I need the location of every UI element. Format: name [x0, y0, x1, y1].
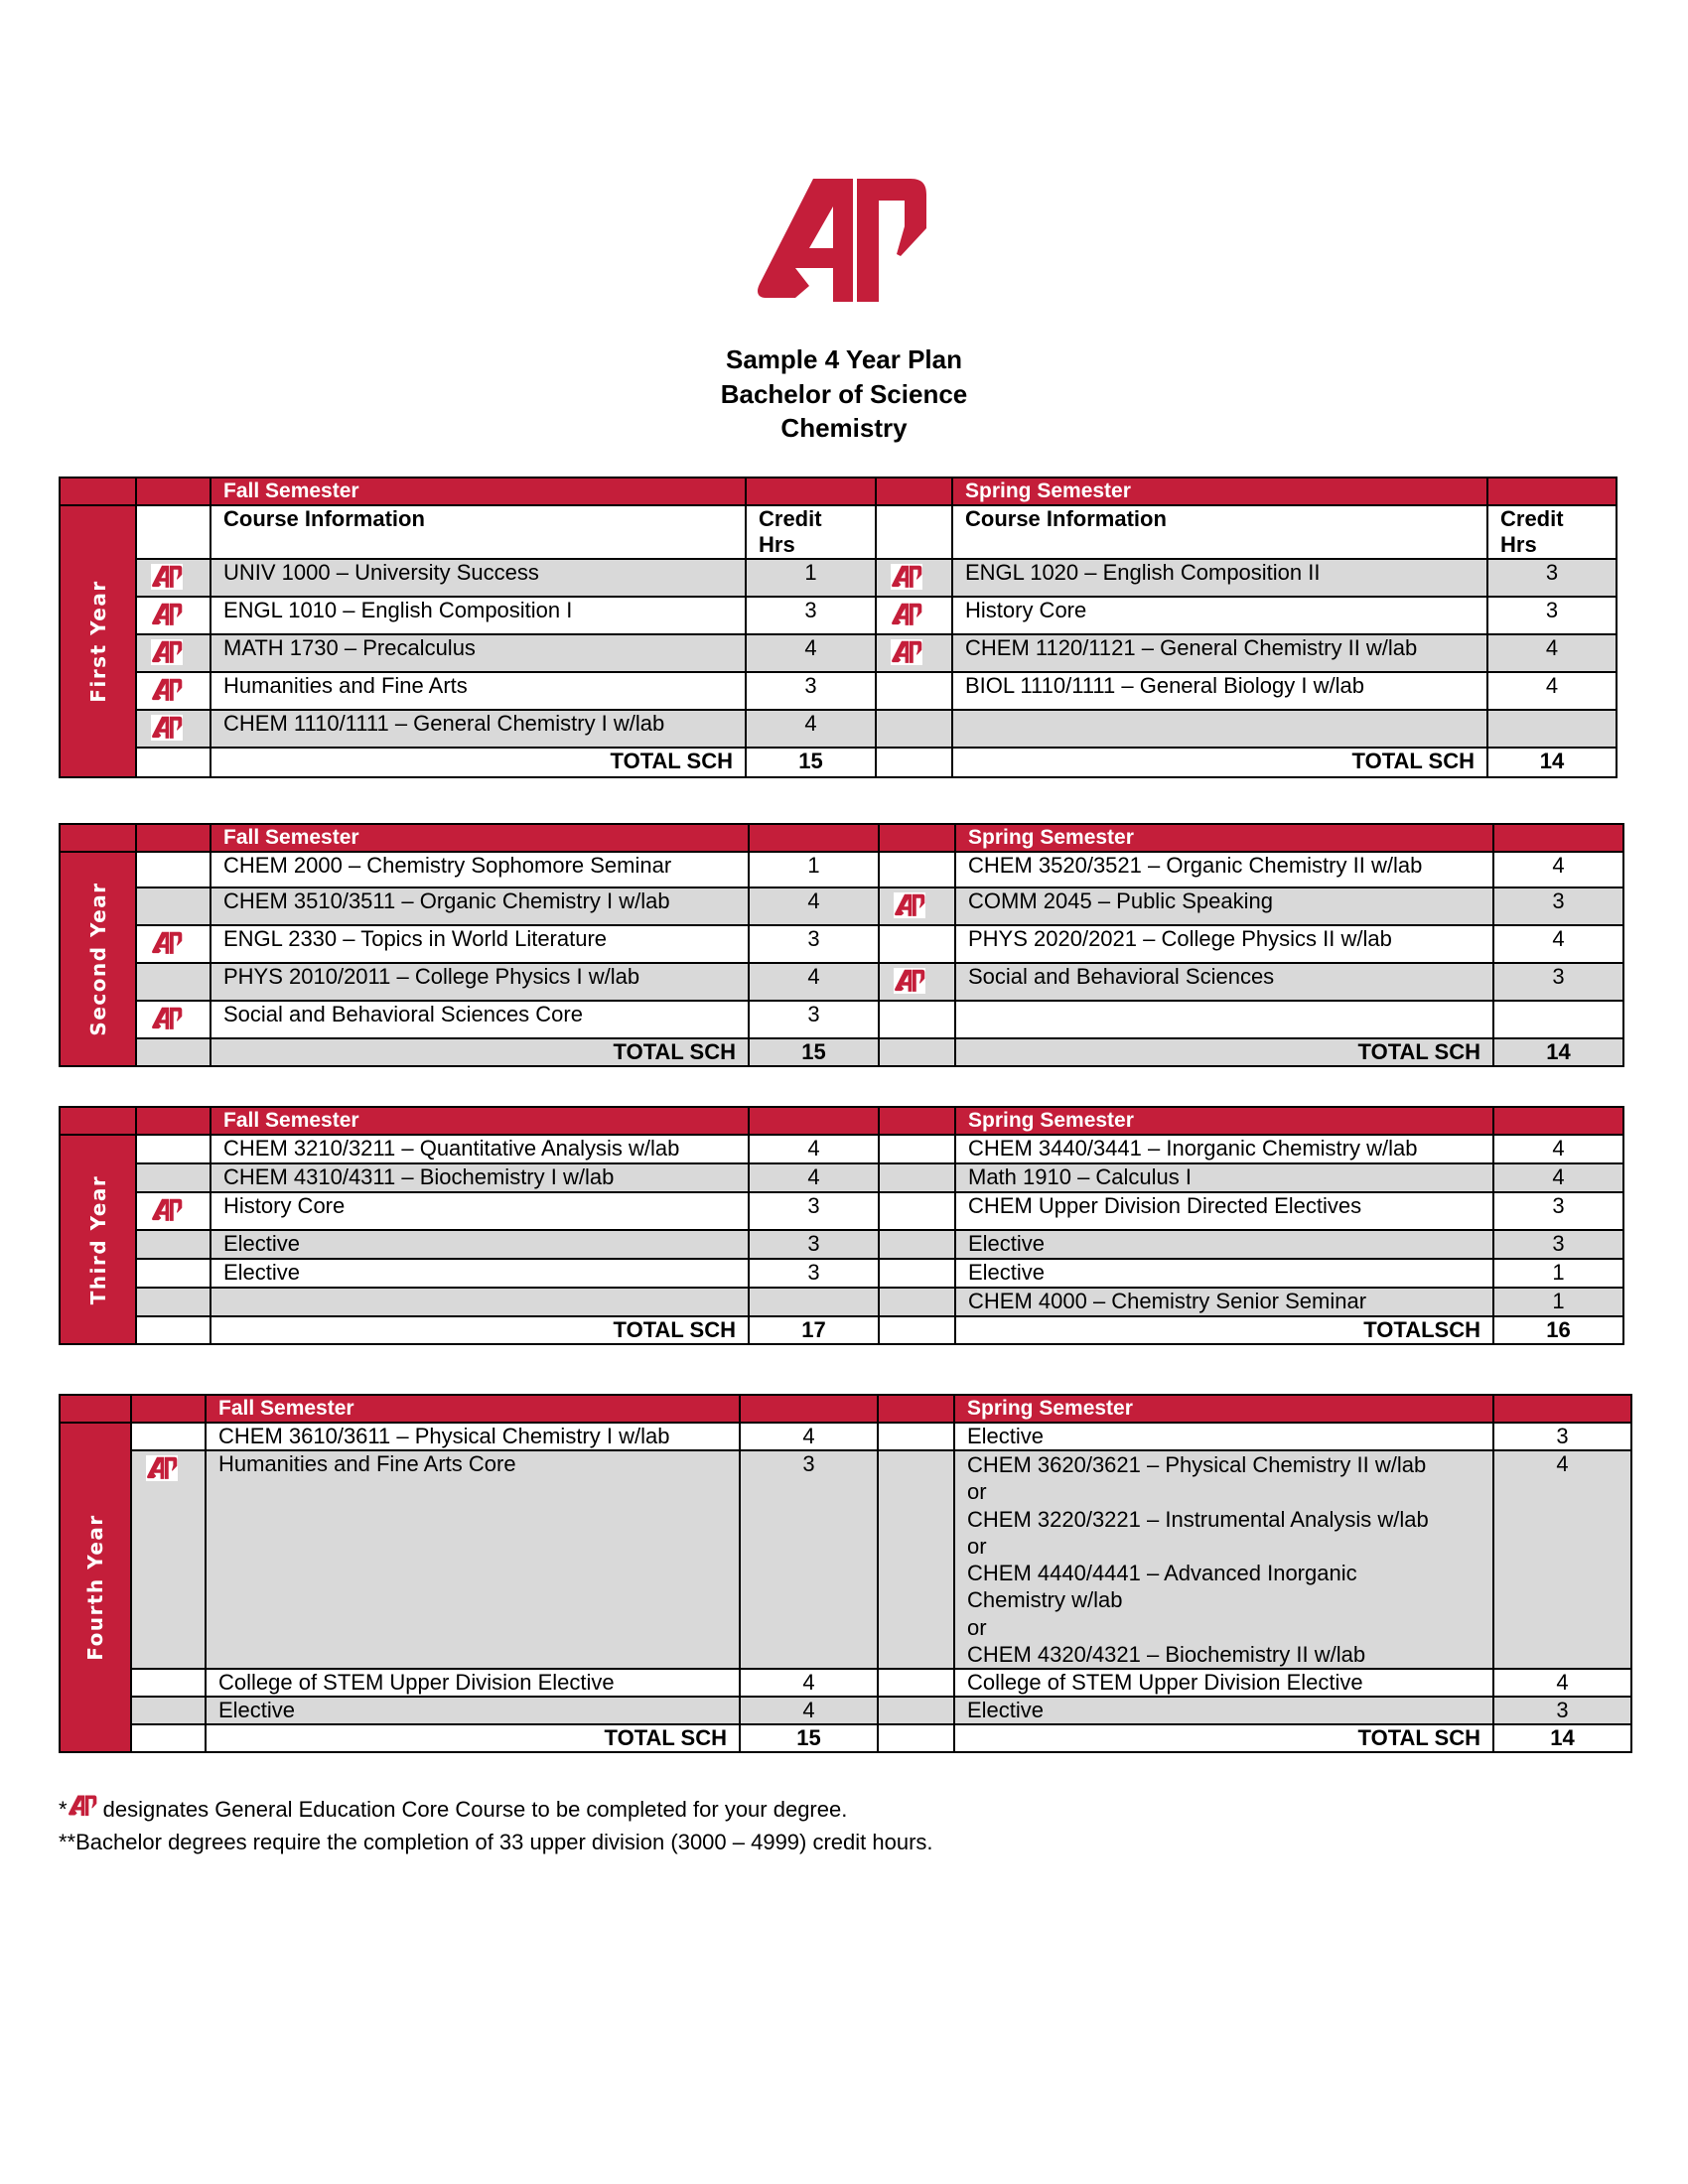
- total-blank: [879, 1038, 955, 1066]
- course-row: [60, 597, 1617, 634]
- fall-total-label: TOTAL SCH: [206, 1724, 740, 1752]
- fall-core-marker-cell: [136, 852, 211, 887]
- spring-course-name: BIOL 1110/1111 – General Biology I w/lab: [952, 672, 1487, 710]
- spring-core-marker-cell: [878, 1450, 954, 1669]
- spring-credit-hrs-header: [1487, 505, 1617, 559]
- fall-credit-hours: 1: [749, 852, 879, 887]
- header-blank: [878, 1395, 954, 1423]
- fall-core-marker-cell: [136, 672, 211, 710]
- spring-course-name: ENGL 1020 – English Composition II: [952, 559, 1487, 597]
- fall-credit-hours: 3: [749, 1192, 879, 1230]
- spring-total-sch: 14: [1493, 1038, 1623, 1066]
- ap-core-course-icon: [151, 602, 183, 627]
- spring-core-marker-cell: [879, 1230, 955, 1259]
- fall-course-name: Social and Behavioral Sciences Core: [211, 1001, 749, 1038]
- ap-core-course-icon: [894, 968, 925, 994]
- spring-course-name: Elective: [955, 1230, 1493, 1259]
- spring-credit-hours: 3: [1493, 1192, 1623, 1230]
- core-marker-cell: [136, 505, 211, 559]
- fall-course-name: Humanities and Fine Arts: [211, 672, 746, 710]
- spring-course-name: COMM 2045 – Public Speaking: [955, 887, 1493, 925]
- fall-credit-hours: 1: [746, 559, 876, 597]
- fall-core-marker-cell: [136, 634, 211, 672]
- core-marker-cell: [876, 505, 952, 559]
- fall-course-name: CHEM 3510/3511 – Organic Chemistry I w/lab: [211, 887, 749, 925]
- title-line-1: Sample 4 Year Plan: [726, 344, 962, 374]
- spring-total-label: TOTAL SCH: [954, 1724, 1493, 1752]
- semester-header-row: [60, 1107, 1623, 1135]
- fall-credit-hours: 4: [749, 887, 879, 925]
- fall-course-name: CHEM 2000 – Chemistry Sophomore Seminar: [211, 852, 749, 887]
- spring-credit-hours: [1487, 710, 1617, 748]
- ap-core-course-icon: [151, 677, 183, 703]
- spring-course-options: [954, 1450, 1493, 1669]
- header-blank: [60, 1107, 136, 1135]
- spring-credit-hours: 3: [1493, 887, 1623, 925]
- spring-credit-hours: 1: [1493, 1259, 1623, 1288]
- fall-credit-hours: 3: [746, 597, 876, 634]
- fall-credit-hours: 4: [749, 963, 879, 1001]
- spring-core-marker-cell: [876, 559, 952, 597]
- course-option-line: or: [967, 1479, 987, 1505]
- fall-course-name: UNIV 1000 – University Success: [211, 559, 746, 597]
- spring-course-name: Elective: [954, 1697, 1493, 1724]
- fall-core-marker-cell: [136, 710, 211, 748]
- ap-core-course-icon: [151, 1197, 183, 1223]
- course-row: [60, 1259, 1623, 1288]
- fall-core-marker-cell: [131, 1450, 206, 1669]
- ap-core-course-icon: [151, 564, 183, 590]
- total-blank: [136, 1038, 211, 1066]
- fall-core-marker-cell: [136, 559, 211, 597]
- footnote-core-text: designates General Education Core Course to be completed for your degree.: [96, 1797, 848, 1822]
- spring-core-marker-cell: [879, 887, 955, 925]
- spring-course-name: CHEM 3520/3521 – Organic Chemistry II w/lab: [955, 852, 1493, 887]
- course-option-line: CHEM 4440/4441 – Advanced Inorganic: [967, 1561, 1357, 1586]
- spring-semester-header: Spring Semester: [952, 478, 1487, 505]
- fall-credit-hours: 4: [740, 1669, 878, 1697]
- fall-core-marker-cell: [136, 1288, 211, 1316]
- spring-credit-hours: 4: [1493, 1450, 1631, 1669]
- header-blank: [136, 1107, 211, 1135]
- fall-semester-header: Fall Semester: [211, 824, 749, 852]
- course-row: [60, 1669, 1631, 1697]
- fall-credit-hours: 4: [749, 1163, 879, 1192]
- spring-semester-header: Spring Semester: [954, 1395, 1493, 1423]
- fall-credit-hrs-header: [746, 505, 876, 559]
- header-blank: [60, 824, 136, 852]
- fall-course-name: CHEM 1110/1111 – General Chemistry I w/lab: [211, 710, 746, 748]
- ap-core-course-icon: [146, 1455, 178, 1481]
- fall-course-name: PHYS 2010/2011 – College Physics I w/lab: [211, 963, 749, 1001]
- year-table-4: [59, 1394, 1632, 1753]
- fall-semester-header: Fall Semester: [206, 1395, 740, 1423]
- course-row: [60, 1135, 1623, 1163]
- fall-course-name: MATH 1730 – Precalculus: [211, 634, 746, 672]
- fall-course-name: History Core: [211, 1192, 749, 1230]
- total-row: [60, 1316, 1623, 1344]
- spring-total-sch: 16: [1493, 1316, 1623, 1344]
- total-row: [60, 1724, 1631, 1752]
- spring-core-marker-cell: [878, 1697, 954, 1724]
- year-label-text: Third Year: [85, 1174, 110, 1304]
- fall-course-name: CHEM 3610/3611 – Physical Chemistry I w/lab: [206, 1423, 740, 1450]
- spring-course-name: Math 1910 – Calculus I: [955, 1163, 1493, 1192]
- spring-credit-hours: 4: [1493, 925, 1623, 963]
- spring-credit-hours: 3: [1487, 559, 1617, 597]
- ap-core-course-icon: [891, 602, 922, 627]
- fall-core-marker-cell: [136, 1192, 211, 1230]
- fall-credit-hours: 3: [749, 925, 879, 963]
- header-blank: [876, 478, 952, 505]
- header-blank: [749, 824, 879, 852]
- year-table-2: [59, 823, 1624, 1067]
- spring-core-marker-cell: [879, 1163, 955, 1192]
- total-blank: [131, 1724, 206, 1752]
- spring-total-sch: 14: [1493, 1724, 1631, 1752]
- ap-core-course-icon: [151, 715, 183, 741]
- course-row: [60, 925, 1623, 963]
- course-row: [60, 1192, 1623, 1230]
- title-line-3: Chemistry: [780, 413, 908, 443]
- spring-credit-hours: 3: [1493, 1230, 1623, 1259]
- year-label: [60, 852, 136, 1066]
- spring-semester-header: Spring Semester: [955, 1107, 1493, 1135]
- fall-total-sch: 15: [740, 1724, 878, 1752]
- total-blank: [136, 1316, 211, 1344]
- header-blank: [131, 1395, 206, 1423]
- spring-core-marker-cell: [879, 963, 955, 1001]
- header-blank: [740, 1395, 878, 1423]
- footnote-asterisk: *: [59, 1797, 68, 1822]
- spring-total-label: TOTAL SCH: [952, 748, 1487, 777]
- spring-course-name: CHEM 1120/1121 – General Chemistry II w/lab: [952, 634, 1487, 672]
- spring-core-marker-cell: [879, 1135, 955, 1163]
- spring-core-marker-cell: [879, 1192, 955, 1230]
- fall-core-marker-cell: [136, 925, 211, 963]
- spring-credit-hours: 3: [1487, 597, 1617, 634]
- fall-total-label: TOTAL SCH: [211, 748, 746, 777]
- spring-credit-hours: 3: [1493, 1423, 1631, 1450]
- fall-total-sch: 15: [749, 1038, 879, 1066]
- header-blank: [749, 1107, 879, 1135]
- course-row: [60, 1163, 1623, 1192]
- credit-header-line: Credit: [1500, 506, 1564, 531]
- course-option-line: Chemistry w/lab: [967, 1587, 1123, 1613]
- spring-core-marker-cell: [876, 710, 952, 748]
- year-table-1: [59, 477, 1618, 778]
- course-row: [60, 963, 1623, 1001]
- header-blank: [1493, 824, 1623, 852]
- spring-core-marker-cell: [876, 672, 952, 710]
- fall-credit-hours: 3: [749, 1001, 879, 1038]
- fall-core-marker-cell: [131, 1423, 206, 1450]
- semester-header-row: [60, 1395, 1631, 1423]
- spring-core-marker-cell: [879, 925, 955, 963]
- spring-course-name: PHYS 2020/2021 – College Physics II w/lab: [955, 925, 1493, 963]
- course-row: [60, 1001, 1623, 1038]
- hrs-header-line: Hrs: [759, 532, 795, 557]
- ap-logo-icon: [752, 177, 930, 306]
- course-option-line: CHEM 4320/4321 – Biochemistry II w/lab: [967, 1642, 1366, 1668]
- course-row: [60, 710, 1617, 748]
- spring-semester-header: Spring Semester: [955, 824, 1493, 852]
- fall-core-marker-cell: [136, 1163, 211, 1192]
- fall-course-name: Elective: [206, 1697, 740, 1724]
- header-blank: [136, 824, 211, 852]
- spring-core-marker-cell: [876, 634, 952, 672]
- fall-total-label: TOTAL SCH: [211, 1038, 749, 1066]
- fall-credit-hours: 3: [746, 672, 876, 710]
- ap-core-course-icon: [891, 639, 922, 665]
- spring-total-label: TOTALSCH: [955, 1316, 1493, 1344]
- footnote-core: [59, 1793, 933, 1826]
- total-blank: [878, 1724, 954, 1752]
- fall-total-sch: 17: [749, 1316, 879, 1344]
- spring-core-marker-cell: [878, 1669, 954, 1697]
- spring-course-name: College of STEM Upper Division Elective: [954, 1669, 1493, 1697]
- course-row: [60, 1288, 1623, 1316]
- spring-credit-hours: 4: [1493, 1163, 1623, 1192]
- course-row: [60, 1697, 1631, 1724]
- spring-credit-hours: 4: [1487, 634, 1617, 672]
- spring-core-marker-cell: [878, 1423, 954, 1450]
- credit-header-line: Credit: [759, 506, 822, 531]
- fall-core-marker-cell: [136, 1001, 211, 1038]
- footnote-upper-division: **Bachelor degrees require the completion of 33 upper division (3000 – 4999) credit hours.: [59, 1830, 933, 1854]
- spring-core-marker-cell: [876, 597, 952, 634]
- fall-course-name: Humanities and Fine Arts Core: [206, 1450, 740, 1669]
- spring-credit-hours: 1: [1493, 1288, 1623, 1316]
- fall-course-name: Elective: [211, 1230, 749, 1259]
- footnotes: [59, 1793, 933, 1858]
- semester-header-row: [60, 478, 1617, 505]
- plan-title: [0, 342, 1688, 446]
- spring-total-sch: 14: [1487, 748, 1617, 777]
- fall-course-name: CHEM 3210/3211 – Quantitative Analysis w/lab: [211, 1135, 749, 1163]
- course-option-line: or: [967, 1614, 987, 1640]
- header-blank: [60, 1395, 131, 1423]
- fall-credit-hours: 3: [740, 1450, 878, 1669]
- ap-core-course-icon: [151, 639, 183, 665]
- year-label: [60, 1135, 136, 1344]
- spring-course-name: History Core: [952, 597, 1487, 634]
- fall-credit-hours: 3: [749, 1259, 879, 1288]
- semester-header-row: [60, 824, 1623, 852]
- fall-credit-hours: 4: [740, 1697, 878, 1724]
- header-blank: [746, 478, 876, 505]
- spring-credit-hours: 4: [1493, 852, 1623, 887]
- spring-core-marker-cell: [879, 1259, 955, 1288]
- fall-core-marker-cell: [136, 887, 211, 925]
- spring-course-name: CHEM Upper Division Directed Electives: [955, 1192, 1493, 1230]
- course-row: [60, 1230, 1623, 1259]
- spring-course-name: Elective: [954, 1423, 1493, 1450]
- spring-core-marker-cell: [879, 1288, 955, 1316]
- header-blank: [879, 824, 955, 852]
- fall-credit-hours: 4: [746, 634, 876, 672]
- total-row: [60, 1038, 1623, 1066]
- course-option-line: CHEM 3620/3621 – Physical Chemistry II w/lab: [967, 1452, 1427, 1477]
- fall-core-marker-cell: [136, 597, 211, 634]
- spring-course-name: Elective: [955, 1259, 1493, 1288]
- fall-total-label: TOTAL SCH: [211, 1316, 749, 1344]
- year-label: [60, 505, 136, 777]
- spring-core-marker-cell: [879, 852, 955, 887]
- fall-credit-hours: 4: [749, 1135, 879, 1163]
- spring-credit-hours: 3: [1493, 963, 1623, 1001]
- fall-core-marker-cell: [136, 1259, 211, 1288]
- fall-core-marker-cell: [136, 1230, 211, 1259]
- title-line-2: Bachelor of Science: [720, 378, 968, 409]
- fall-total-sch: 15: [746, 748, 876, 777]
- spring-course-info-header: Course Information: [952, 505, 1487, 559]
- year-label-text: Fourth Year: [83, 1514, 107, 1661]
- fall-credit-hours: 4: [740, 1423, 878, 1450]
- header-blank: [879, 1107, 955, 1135]
- year-table-3: [59, 1106, 1624, 1345]
- fall-course-name: College of STEM Upper Division Elective: [206, 1669, 740, 1697]
- ap-core-course-icon: [894, 892, 925, 918]
- fall-course-name: ENGL 1010 – English Composition I: [211, 597, 746, 634]
- header-blank: [136, 478, 211, 505]
- header-blank: [1493, 1107, 1623, 1135]
- header-blank: [60, 478, 136, 505]
- spring-credit-hours: 4: [1487, 672, 1617, 710]
- total-blank: [879, 1316, 955, 1344]
- fall-core-marker-cell: [131, 1697, 206, 1724]
- course-row: [60, 634, 1617, 672]
- spring-core-marker-cell: [879, 1001, 955, 1038]
- header-blank: [1487, 478, 1617, 505]
- course-row: [60, 559, 1617, 597]
- fall-course-name: [211, 1288, 749, 1316]
- course-row: [60, 1450, 1631, 1669]
- fall-core-marker-cell: [136, 963, 211, 1001]
- spring-course-name: Social and Behavioral Sciences: [955, 963, 1493, 1001]
- spring-credit-hours: 3: [1493, 1697, 1631, 1724]
- spring-credit-hours: 4: [1493, 1135, 1623, 1163]
- spring-course-name: [952, 710, 1487, 748]
- fall-core-marker-cell: [131, 1669, 206, 1697]
- year-label-text: First Year: [85, 580, 110, 703]
- spring-course-name: CHEM 4000 – Chemistry Senior Seminar: [955, 1288, 1493, 1316]
- fall-credit-hours: 3: [749, 1230, 879, 1259]
- spring-credit-hours: [1493, 1001, 1623, 1038]
- spring-total-label: TOTAL SCH: [955, 1038, 1493, 1066]
- fall-semester-header: Fall Semester: [211, 478, 746, 505]
- fall-credit-hours: 4: [746, 710, 876, 748]
- course-option-line: CHEM 3220/3221 – Instrumental Analysis w/lab: [967, 1506, 1429, 1532]
- fall-course-info-header: Course Information: [211, 505, 746, 559]
- spring-credit-hours: 4: [1493, 1669, 1631, 1697]
- course-option-line: or: [967, 1533, 987, 1559]
- fall-course-name: ENGL 2330 – Topics in World Literature: [211, 925, 749, 963]
- fall-core-marker-cell: [136, 1135, 211, 1163]
- total-blank: [136, 748, 211, 777]
- course-row: [60, 672, 1617, 710]
- column-header-row: [60, 505, 1617, 559]
- year-label: [60, 1423, 131, 1752]
- ap-core-course-icon: [151, 1006, 183, 1031]
- fall-course-name: Elective: [211, 1259, 749, 1288]
- course-row: [60, 1423, 1631, 1450]
- course-row: [60, 852, 1623, 887]
- header-blank: [1493, 1395, 1631, 1423]
- hrs-header-line: Hrs: [1500, 532, 1537, 557]
- total-row: [60, 748, 1617, 777]
- spring-course-name: CHEM 3440/3441 – Inorganic Chemistry w/lab: [955, 1135, 1493, 1163]
- fall-course-name: CHEM 4310/4311 – Biochemistry I w/lab: [211, 1163, 749, 1192]
- year-label-text: Second Year: [85, 882, 110, 1036]
- course-row: [60, 887, 1623, 925]
- fall-credit-hours: [749, 1288, 879, 1316]
- ap-core-course-icon: [151, 930, 183, 956]
- spring-course-name: [955, 1001, 1493, 1038]
- ap-core-course-icon: [891, 564, 922, 590]
- ap-logo-icon: [68, 1793, 97, 1819]
- total-blank: [876, 748, 952, 777]
- fall-semester-header: Fall Semester: [211, 1107, 749, 1135]
